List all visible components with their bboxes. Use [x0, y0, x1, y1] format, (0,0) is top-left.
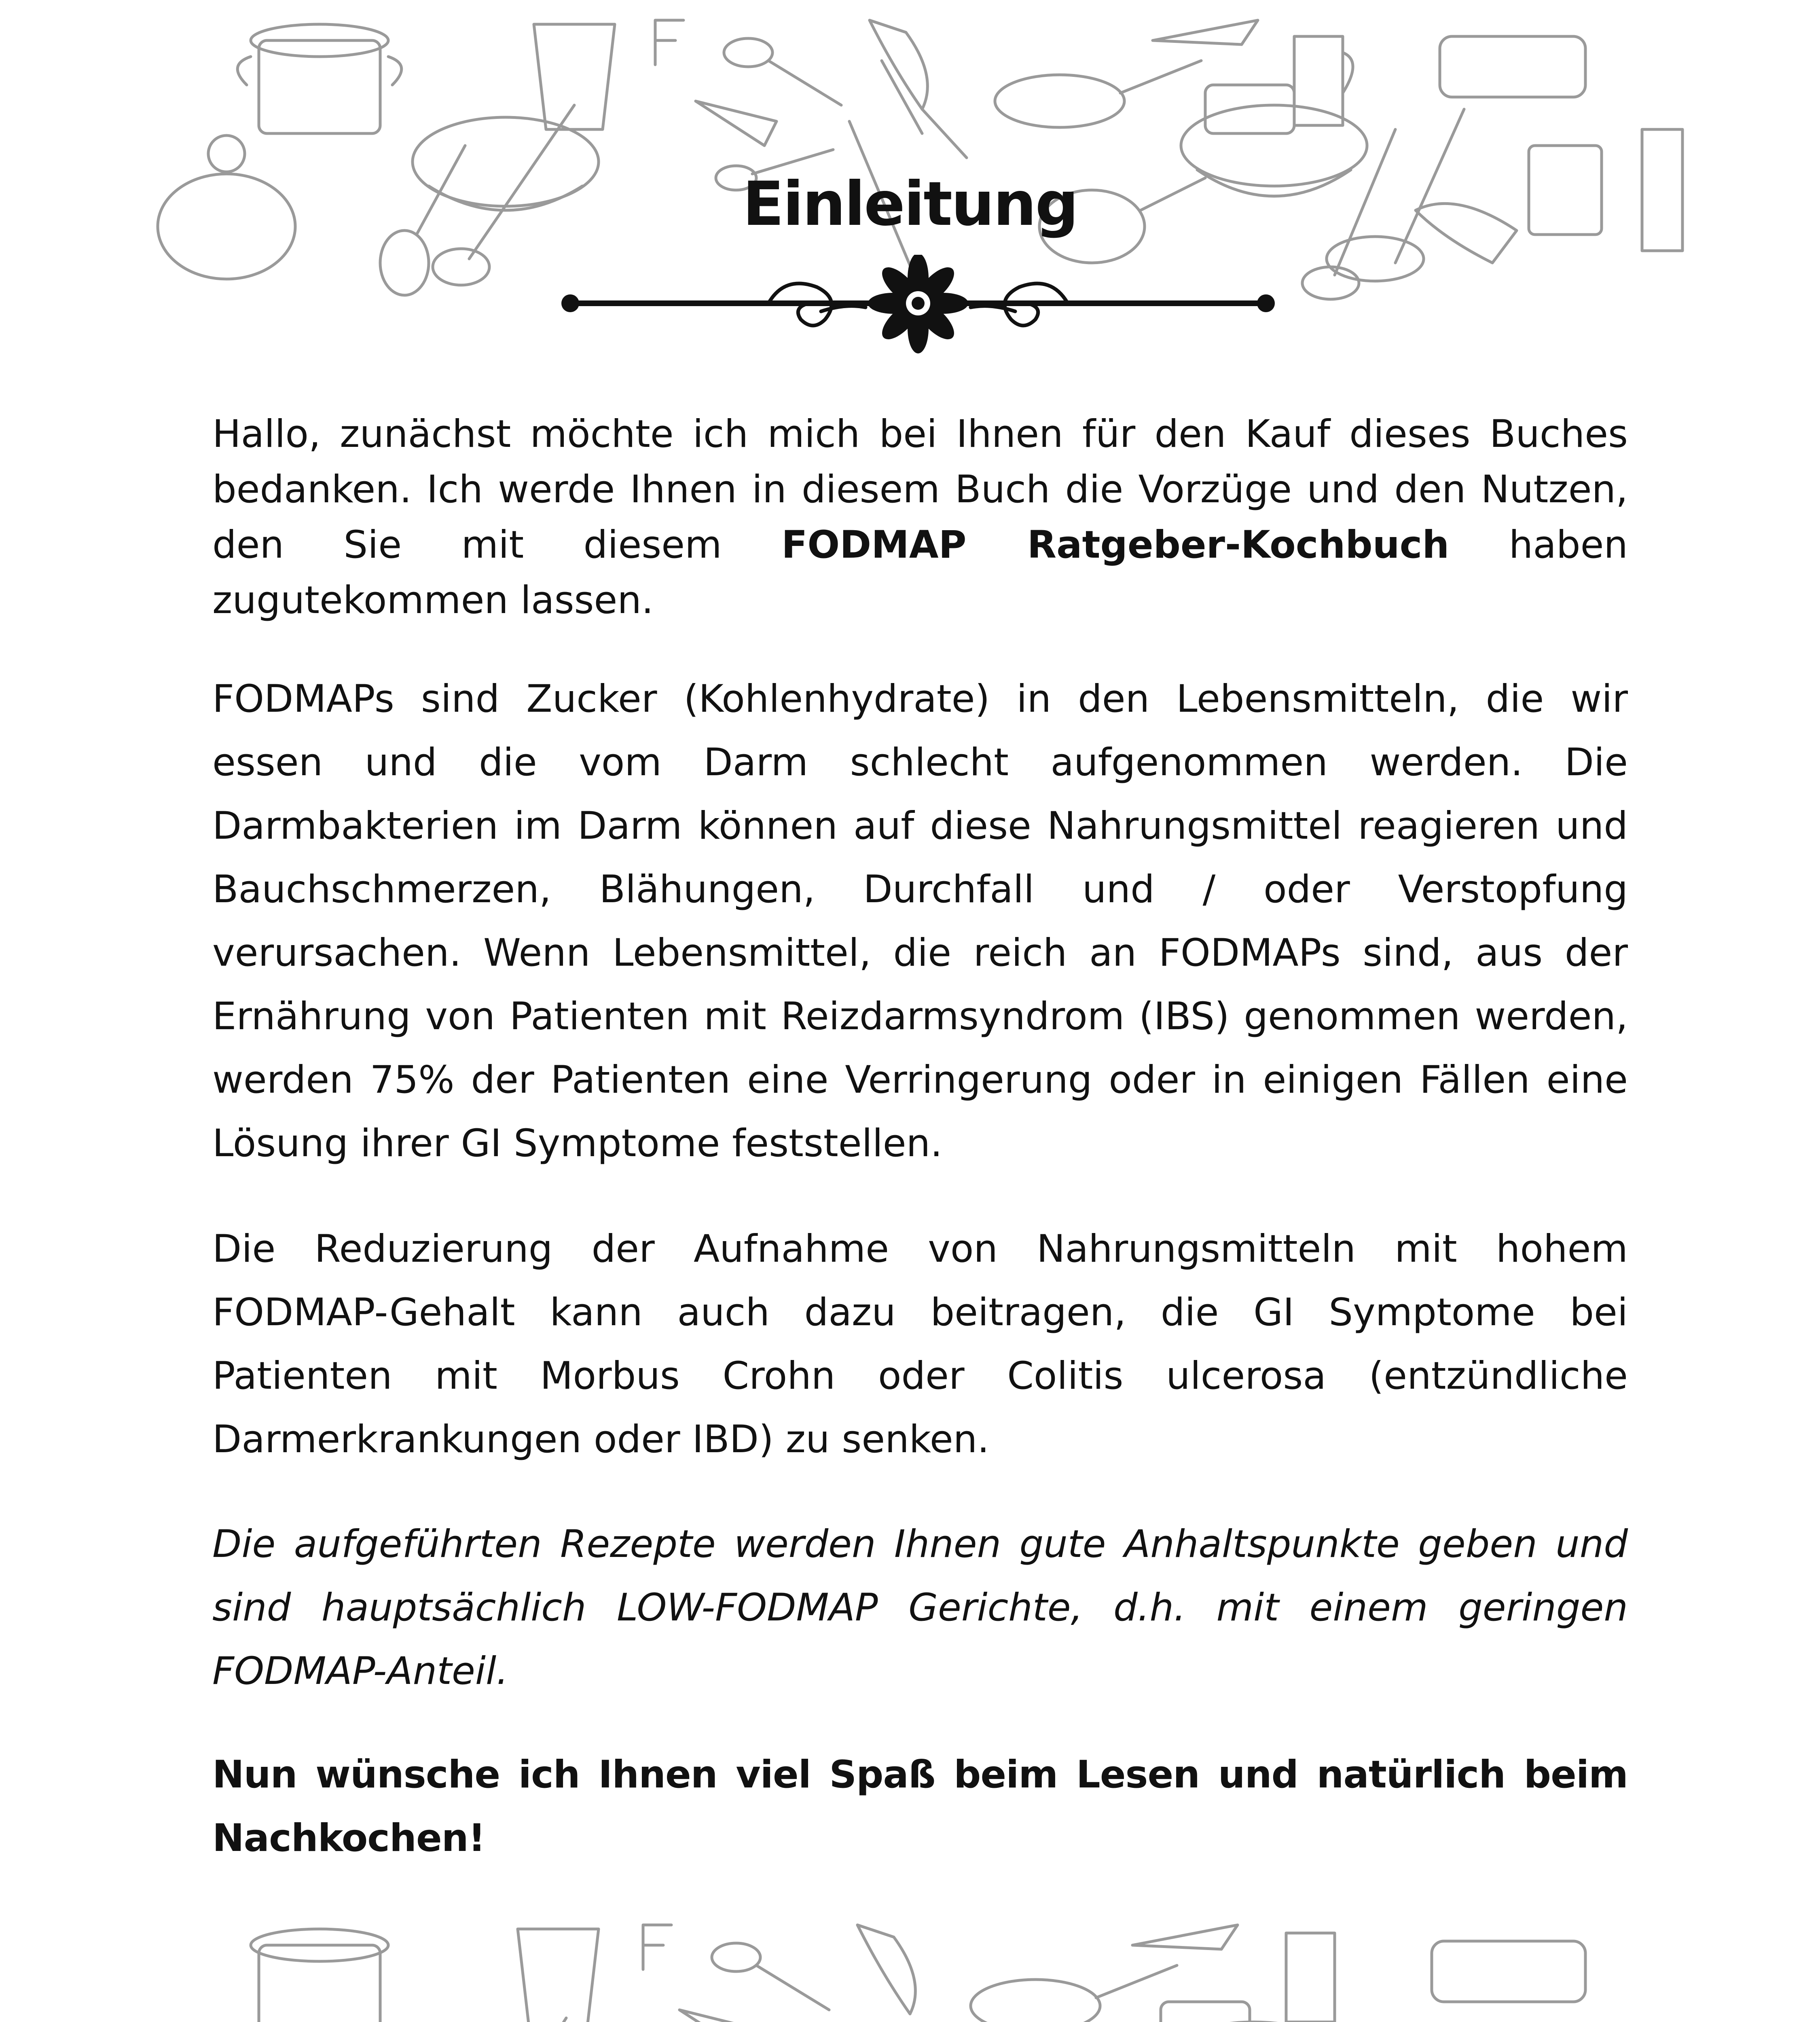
- page-title: Einleitung: [743, 169, 1077, 239]
- intro-paragraph-text-after: haben zugutekommen lassen.: [212, 523, 1628, 622]
- intro-paragraph: [212, 406, 1628, 628]
- recipes-note-paragraph: Die aufgeführten Rezepte werden Ihnen gute Anhaltspunkte geben und sind hauptsächlich LOW-FODMAP Gerichte, d.h. mit einem geringen FODMAP-Anteil.: [212, 1522, 1628, 1693]
- closing-wish-paragraph: Nun wünsche ich Ihnen viel Spaß beim Lesen und natürlich beim Nachkochen!: [212, 1753, 1628, 1860]
- fodmap-reduction-paragraph: Die Reduzierung der Aufnahme von Nahrungsmitteln mit hohem FODMAP-Gehalt kann auch dazu beitragen, die GI Symptome bei Patienten mit Morbus Crohn oder Colitis ulcerosa (entzündliche Darmerkrankungen oder IBD) zu senken.: [212, 1227, 1628, 1462]
- intro-paragraph-text-before: Hallo, zunächst möchte ich mich bei Ihnen für den Kauf dieses Buches bedanken. Ich werde Ihnen in diesem Buch die Vorzüge und den Nutzen, den Sie mit diesem: [212, 412, 1628, 567]
- fodmap-definition-paragraph: FODMAPs sind Zucker (Kohlenhydrate) in den Lebensmitteln, die wir essen und die vom Darm schlecht aufgenommen werden. Die Darmbakterien im Darm können auf diese Nahrungsmittel reagieren und Bauchschmerzen, Blähungen, Durchfall und / oder Verstopfung verursachen. Wenn Lebensmittel, die reich an FODMAPs sind, aus der Ernährung von Patienten mit Reizdarmsyndrom (IBS) genommen werden, werden 75% der Patienten eine Verringerung oder in einigen Fällen eine Lösung ihrer GI Symptome feststellen.: [212, 677, 1628, 1165]
- book-title-bold: FODMAP Ratgeber-Kochbuch: [781, 523, 1450, 567]
- ornamental-flower-divider-icon: [558, 255, 1278, 356]
- kitchen-utensils-bottom-border-icon: [0, 1909, 1820, 2022]
